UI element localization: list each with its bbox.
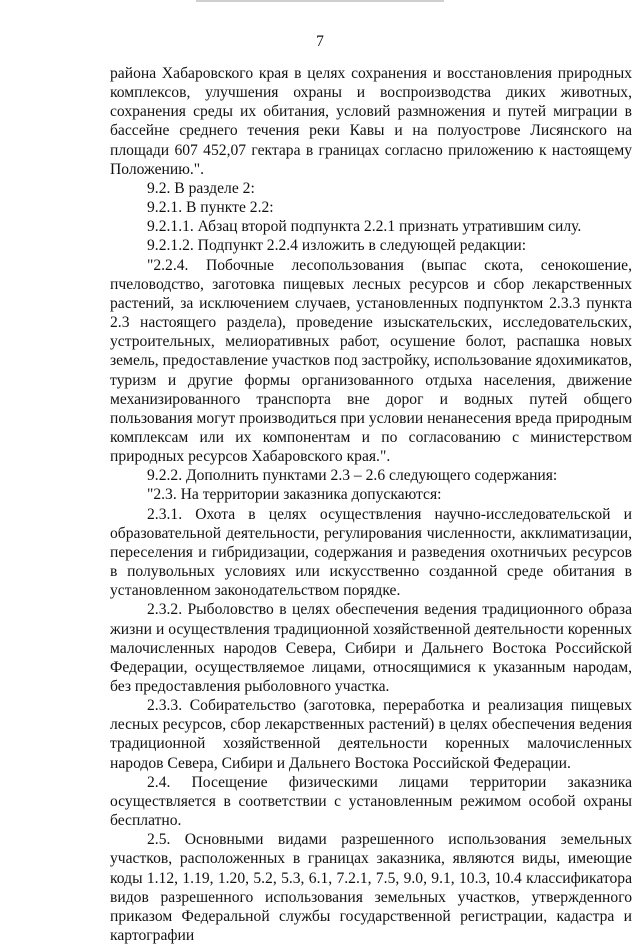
paragraph-9-2: 9.2. В разделе 2: <box>147 179 255 197</box>
paragraph-2-4: 2.4. Посещение физическими лицами территории заказника осуществляется в соответствии с установленным режимом особой охраны бесплатно. <box>110 773 632 830</box>
page-number: 7 <box>316 33 324 50</box>
paragraph-2-5: 2.5. Основными видами разрешенного использования земельных участков, расположенных в границах заказника, являются виды, имеющие коды 1.12, 1.19, 1.20, 5.2, 5.3, 6.1, 7.2.1, 7.5, 9.0, 9.1, 10.3, 10.4 классификатора видов разрешенного использования земельных участков, утвержденного приказом Федеральной службы государственной регистрации, кадастра и картографии <box>110 831 632 945</box>
paragraph-9-2-1-2: 9.2.1.2. Подпункт 2.2.4 изложить в следующей редакции: <box>147 237 527 255</box>
paragraph-2-2-4: "2.2.4. Побочные лесопользования (выпас скота, сенокошение, пчеловодство, заготовка пищевых лесных ресурсов и сбор лекарственных растений, за исключением случаев, установленных подпунктом 2.3.3 пункта 2.3 настоящего раздела), проведение изыскательских, исследовательских, устроительных, мелиоративных работ, осушение болот, распашка новых земель, предоставление участков под застройку, использование ядохимикатов, туризм и другие формы организованного отдыха населения, движение механизированного транспорта вне дорог и водных путей общего пользования могут производиться при условии ненанесения вреда природным комплексам или их компонентам и по согласованию с министерством природных ресурсов Хабаровского края.". <box>110 256 632 466</box>
paragraph-9-2-1: 9.2.1. В пункте 2.2: <box>147 199 274 217</box>
paragraph-9-2-2: 9.2.2. Дополнить пунктами 2.3 – 2.6 следующего содержания: <box>147 467 558 485</box>
paragraph-2-3-2: 2.3.2. Рыболовство в целях обеспечения ведения традиционного образа жизни и осуществления традиционной хозяйственной деятельности коренных малочисленных народов Севера, Сибири и Дальнего Востока Российской Федерации, осуществляемое лицами, относящимися к указанным народам, без предоставления рыболовного участка. <box>110 601 632 695</box>
paragraph-continuation: района Хабаровского края в целях сохранения и восстановления природных комплексов, улучшения охраны и воспроизводства диких животных, сохранения среды их обитания, условий размножения и путей миграции в бассейне среднего течения реки Кавы и на полуострове Лисянского на площади 607 452,07 гектара в границах согласно приложению к настоящему Положению.". <box>110 65 632 178</box>
paragraph-2-3-1: 2.3.1. Охота в целях осуществления научно-исследовательской и образовательной деятельности, регулирования численности, акклиматизации, переселения и гибридизации, содержания и разведения охотничьих ресурсов в полувольных условиях или искусственно созданной среде обитания в установленном законодательством порядке. <box>110 505 632 600</box>
document-body <box>110 64 632 945</box>
paragraph-9-2-1-1: 9.2.1.1. Абзац второй подпункта 2.2.1 признать утратившим силу. <box>147 218 582 236</box>
top-edge-rule <box>196 0 444 2</box>
paragraph-2-3-3: 2.3.3. Собирательство (заготовка, переработка и реализация пищевых лесных ресурсов, сбор лекарственных растений) в целях обеспечения ведения традиционной хозяйственной деятельности коренных малочисленных народов Севера, Сибири и Дальнего Востока Российской Федерации. <box>110 697 632 772</box>
paragraph-2-3: "2.3. На территории заказника допускаются: <box>147 486 442 504</box>
